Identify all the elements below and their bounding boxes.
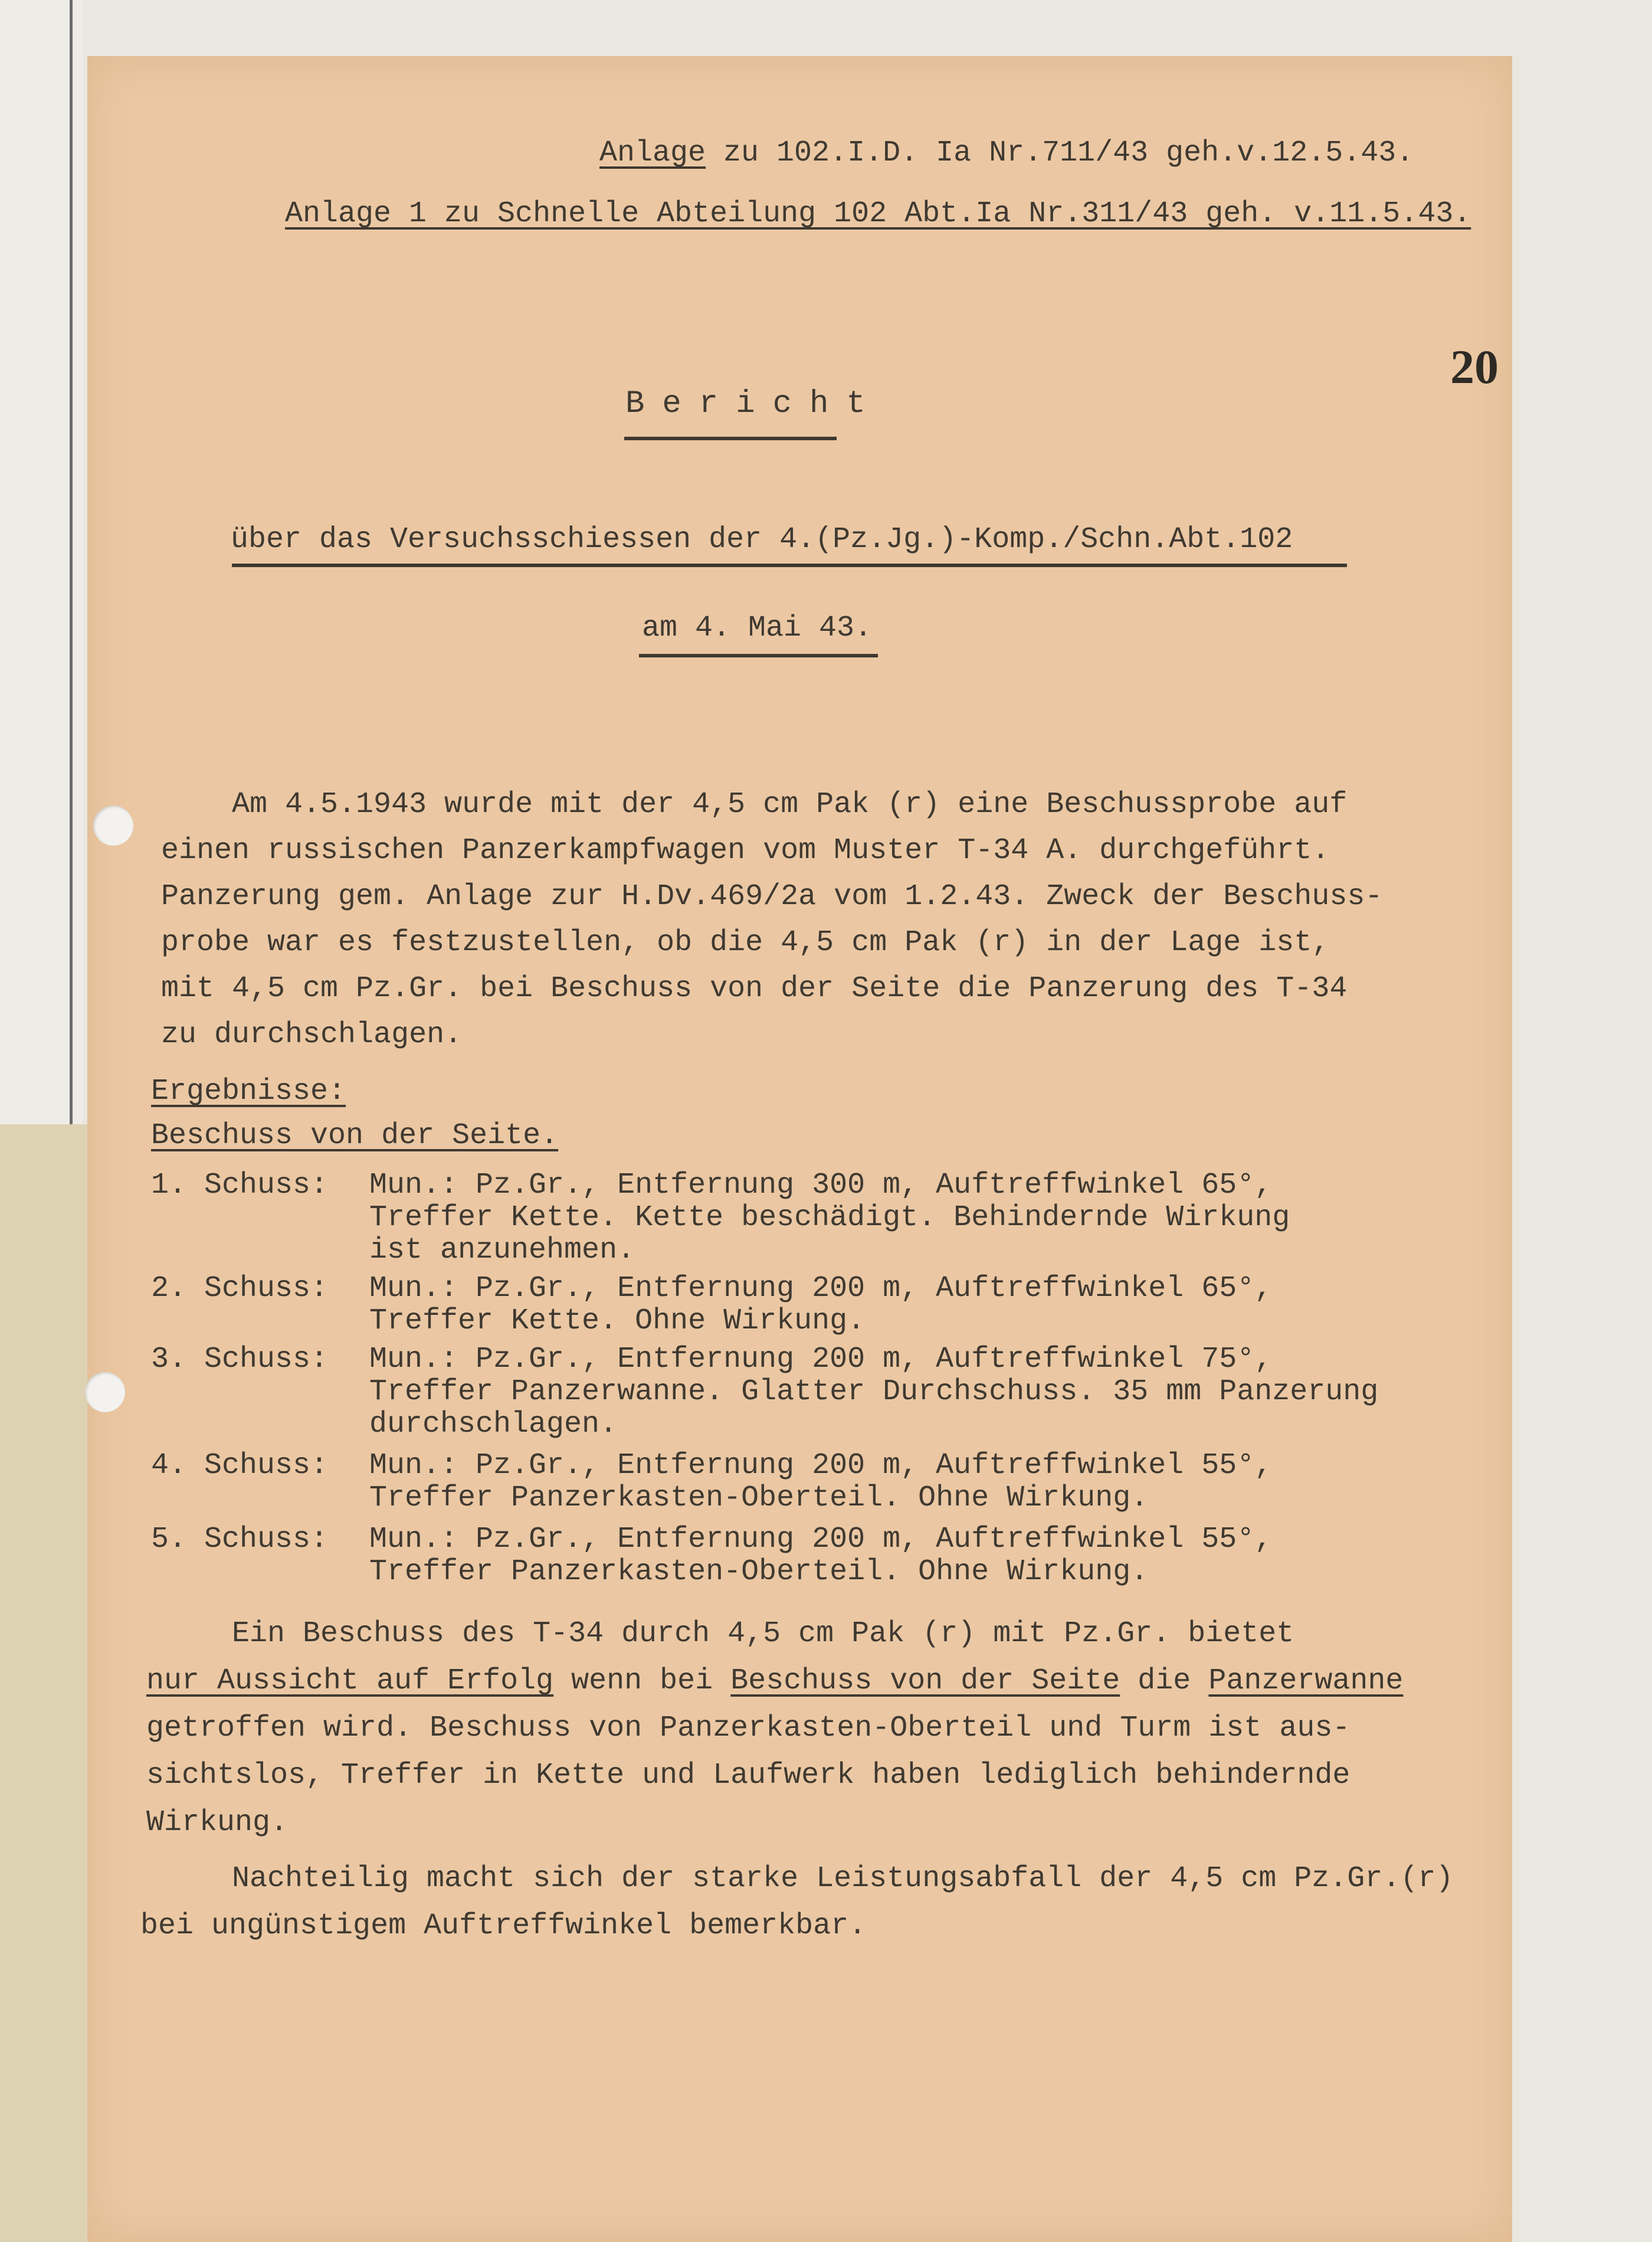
shot-5-label: 5. Schuss:: [151, 1523, 329, 1556]
shot-4-label: 4. Schuss:: [151, 1449, 329, 1482]
intro-line-1: Am 4.5.1943 wurde mit der 4,5 cm Pak (r) eine Beschussprobe auf: [232, 788, 1348, 821]
shot-1-line-2: Treffer Kette. Kette beschädigt. Behindernde Wirkung: [369, 1201, 1290, 1235]
underlying-page: [0, 1124, 94, 2242]
document-sheet: [87, 56, 1512, 2242]
shot-1-line-3: ist anzunehmen.: [369, 1233, 635, 1267]
conclusion-line-1: Ein Beschuss des T-34 durch 4,5 cm Pak (r) mit Pz.Gr. bietet: [232, 1617, 1294, 1651]
header-line-1: Anlage zu 102.I.D. Ia Nr.711/43 geh.v.12.5.43.: [599, 136, 1414, 170]
document-date: am 4. Mai 43.: [642, 611, 873, 645]
shot-1-label: 1. Schuss:: [151, 1169, 329, 1202]
header-line-2: Anlage 1 zu Schnelle Abteilung 102 Abt.Ia Nr.311/43 geh. v.11.5.43.: [285, 197, 1471, 231]
intro-line-3: Panzerung gem. Anlage zur H.Dv.469/2a vom 1.2.43. Zweck der Beschuss-: [161, 880, 1383, 914]
title-underline: [624, 437, 837, 440]
closing-line-2: bei ungünstigem Auftreffwinkel bemerkbar.: [140, 1909, 867, 1943]
shot-5-line-2: Treffer Panzerkasten-Oberteil. Ohne Wirkung.: [369, 1555, 1149, 1589]
conclusion-line-3: getroffen wird. Beschuss von Panzerkasten-Oberteil und Turm ist aus-: [146, 1711, 1351, 1745]
shot-3-label: 3. Schuss:: [151, 1343, 329, 1376]
shot-4-line-2: Treffer Panzerkasten-Oberteil. Ohne Wirkung.: [369, 1481, 1149, 1515]
conclusion-line-4: sichtslos, Treffer in Kette und Laufwerk haben lediglich behindernde: [146, 1759, 1351, 1792]
punch-hole-top: [93, 806, 133, 846]
conclusion-line-2: nur Aussicht auf Erfolg wenn bei Beschuss von der Seite die Panzerwanne: [146, 1664, 1404, 1698]
date-underline: [639, 654, 878, 657]
intro-line-5: mit 4,5 cm Pz.Gr. bei Beschuss von der Seite die Panzerung des T-34: [161, 972, 1348, 1006]
subtitle-underline: [232, 564, 1347, 567]
document-subtitle: über das Versuchsschiessen der 4.(Pz.Jg.)-Komp./Schn.Abt.102: [231, 523, 1293, 557]
shot-1-line-1: Mun.: Pz.Gr., Entfernung 300 m, Auftreffwinkel 65°,: [369, 1169, 1273, 1202]
shot-5-line-1: Mun.: Pz.Gr., Entfernung 200 m, Auftreffwinkel 55°,: [369, 1523, 1273, 1556]
results-subheading: Beschuss von der Seite.: [151, 1119, 559, 1153]
shot-3-line-3: durchschlagen.: [369, 1408, 618, 1441]
closing-line-1: Nachteilig macht sich der starke Leistungsabfall der 4,5 cm Pz.Gr.(r): [232, 1862, 1454, 1896]
intro-line-4: probe war es festzustellen, ob die 4,5 cm Pak (r) in der Lage ist,: [161, 926, 1330, 960]
intro-line-6: zu durchschlagen.: [161, 1018, 463, 1052]
punch-hole-bottom: [85, 1372, 125, 1412]
conclusion-line-5: Wirkung.: [146, 1806, 289, 1840]
document-title: Bericht: [625, 386, 883, 422]
shot-4-line-1: Mun.: Pz.Gr., Entfernung 200 m, Auftreffwinkel 55°,: [369, 1449, 1273, 1482]
shot-2-line-2: Treffer Kette. Ohne Wirkung.: [369, 1304, 866, 1338]
page-number: 20: [1450, 340, 1499, 394]
shot-2-line-1: Mun.: Pz.Gr., Entfernung 200 m, Auftreffwinkel 65°,: [369, 1272, 1273, 1305]
shot-3-line-1: Mun.: Pz.Gr., Entfernung 200 m, Auftreffwinkel 75°,: [369, 1343, 1273, 1376]
intro-line-2: einen russischen Panzerkampfwagen vom Muster T-34 A. durchgeführt.: [161, 834, 1330, 868]
results-heading: Ergebnisse:: [151, 1075, 346, 1108]
shot-2-label: 2. Schuss:: [151, 1272, 329, 1305]
shot-3-line-2: Treffer Panzerwanne. Glatter Durchschuss. 35 mm Panzerung: [369, 1375, 1379, 1409]
